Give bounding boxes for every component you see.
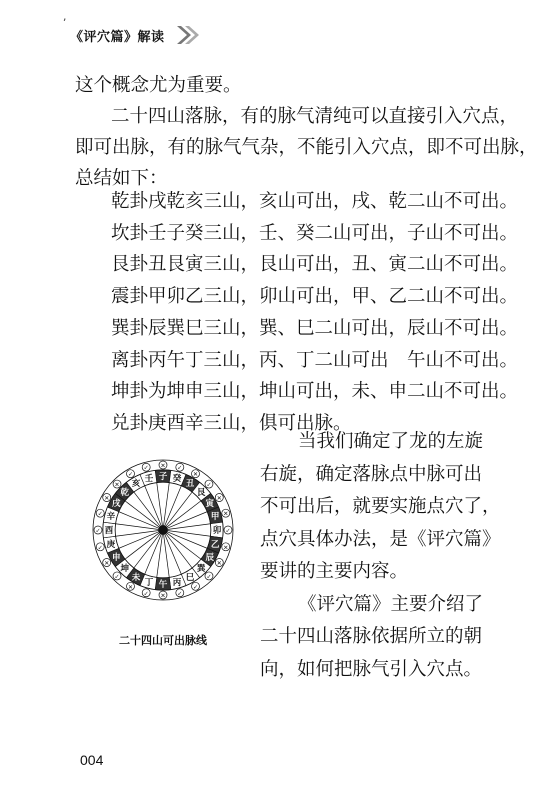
check-icon: ✓ [127,471,134,479]
spoke-line [167,533,201,559]
right-line: 点穴具体办法，是《评穴篇》 [260,528,501,550]
mountain-label: 亥 [131,479,141,490]
spoke-line [157,482,163,525]
summary-line: 总结如下： [75,168,168,189]
trigram-item: 巽卦辰巽巳三山，巽、巳二山可出，辰山不可出。 [111,317,519,339]
check-icon: ✓ [225,527,231,535]
summary-line: 即可出脉，有的脉气气杂，不能引入穴点，即不可出脉， [75,137,538,158]
spoke-line [164,482,170,525]
mountain-label: 申 [111,553,121,563]
mountain-label: 子 [158,472,168,482]
mountain-label: 艮 [196,487,206,498]
right-line: 要讲的主要内容。 [260,561,409,582]
cross-icon: ✕ [127,583,134,591]
right-line: 向，如何把脉气引入穴点。 [260,658,483,680]
mountain-label: 巽 [196,564,206,575]
spoke-line [115,531,158,537]
double-chevron-icon [175,24,201,46]
running-header [63,18,201,50]
spoke-line [119,512,159,528]
header-mark: ’ [63,18,67,29]
twenty-four-mountains-diagram [83,450,243,610]
spoke-line [134,534,160,568]
spoke-line [166,534,192,568]
trigram-item: 兑卦庚酉辛三山，俱可出脉。 [111,412,352,434]
spoke-line [165,535,181,575]
right-line: 右旋，确定落脉点中脉可出 [260,463,483,485]
check-icon: ✓ [114,573,120,581]
check-icon: ✓ [97,510,103,518]
page-number: 004 [80,752,104,768]
mountain-label: 丁 [144,578,154,589]
spoke-line [115,524,158,530]
paragraph-right [260,426,501,686]
mountain-label: 戌 [111,499,121,509]
center-dot [158,525,168,535]
check-icon: ✓ [177,590,183,598]
right-line: 《评穴篇》主要介绍了 [298,593,484,615]
check-icon: ✓ [177,464,183,472]
check-icon: ✓ [97,544,103,552]
mountain-label: 辛 [106,512,116,523]
mountain-label: 寅 [205,499,215,509]
mountain-label: 卯 [212,526,222,536]
cross-icon: ✕ [160,462,166,470]
cross-icon: ✕ [216,495,222,502]
spoke-line [145,535,161,575]
spoke-line [164,535,170,578]
cross-icon: ✕ [104,560,110,567]
mountain-label: 巳 [185,572,195,583]
cross-icon: ✕ [216,560,222,567]
spoke-line [119,532,159,548]
trigram-item: 乾卦戌乾亥三山，亥山可出，戌、乾二山不可出。 [111,191,519,212]
cross-icon: ✕ [223,510,229,518]
spoke-line [168,531,211,537]
spoke-line [145,486,161,526]
mountain-label: 丙 [172,578,182,589]
right-line: 二十四山落脉依据所立的朝 [260,626,483,647]
trigram-item: 坤卦为坤申三山，坤山可出，未、申二山不可出。 [111,381,519,403]
spoke-line [157,535,163,578]
cross-icon: ✕ [114,481,120,489]
mountain-label: 酉 [104,526,114,536]
right-line: 不可出后，就要实施点穴了， [260,496,501,517]
trigram-item: 坎卦壬子癸三山，壬、癸二山可出，子山不可出。 [111,222,519,244]
summary-line: 二十四山落脉，有的脉气清纯可以直接引入穴点， [111,106,519,127]
mountain-label: 丑 [185,479,195,490]
mountain-label: 庚 [106,539,116,550]
mountain-label: 乙 [210,539,220,550]
mountain-label: 乾 [120,487,130,498]
mountain-label: 辰 [205,553,215,563]
mountain-label: 坤 [120,564,130,575]
mountain-label: 午 [158,580,168,590]
paragraph-intro: 这个概念尤为重要。 [75,75,242,96]
spoke-line [125,533,159,559]
spoke-line [125,501,159,527]
cross-icon: ✕ [104,495,110,502]
spoke-line [168,512,208,528]
paragraph-summary [75,101,538,194]
cross-icon: ✕ [160,592,166,600]
mountain-label: 壬 [144,473,154,484]
spoke-line [168,524,211,530]
check-icon: ✓ [206,573,212,581]
spoke-line [167,501,201,527]
spoke-line [165,486,181,526]
trigram-item: 离卦丙午丁三山，丙、丁二山可出 午山不可出。 [111,349,519,371]
check-icon: ✓ [143,464,149,472]
header-title: 《评穴篇》解读 [70,29,165,45]
spoke-line [166,492,192,526]
mountain-label: 甲 [210,512,220,523]
check-icon: ✓ [143,590,149,598]
right-line: 当我们确定了龙的左旋 [298,431,484,452]
check-icon: ✓ [192,583,199,591]
figure-caption: 二十四山可出脉线 [119,634,207,647]
spoke-line [134,492,160,526]
cross-icon: ✕ [192,471,199,479]
cross-icon: ✕ [223,544,229,552]
trigram-list [111,186,518,440]
spoke-line [168,532,208,548]
check-icon: ✓ [206,481,212,489]
mountain-label: 癸 [172,473,182,484]
trigram-item: 震卦甲卯乙三山，卯山可出，甲、乙二山不可出。 [111,286,519,308]
mountain-label: 未 [131,572,141,583]
check-icon: ✓ [95,527,101,535]
trigram-item: 艮卦丑艮寅三山，艮山可出，丑、寅二山不可出。 [111,254,519,276]
